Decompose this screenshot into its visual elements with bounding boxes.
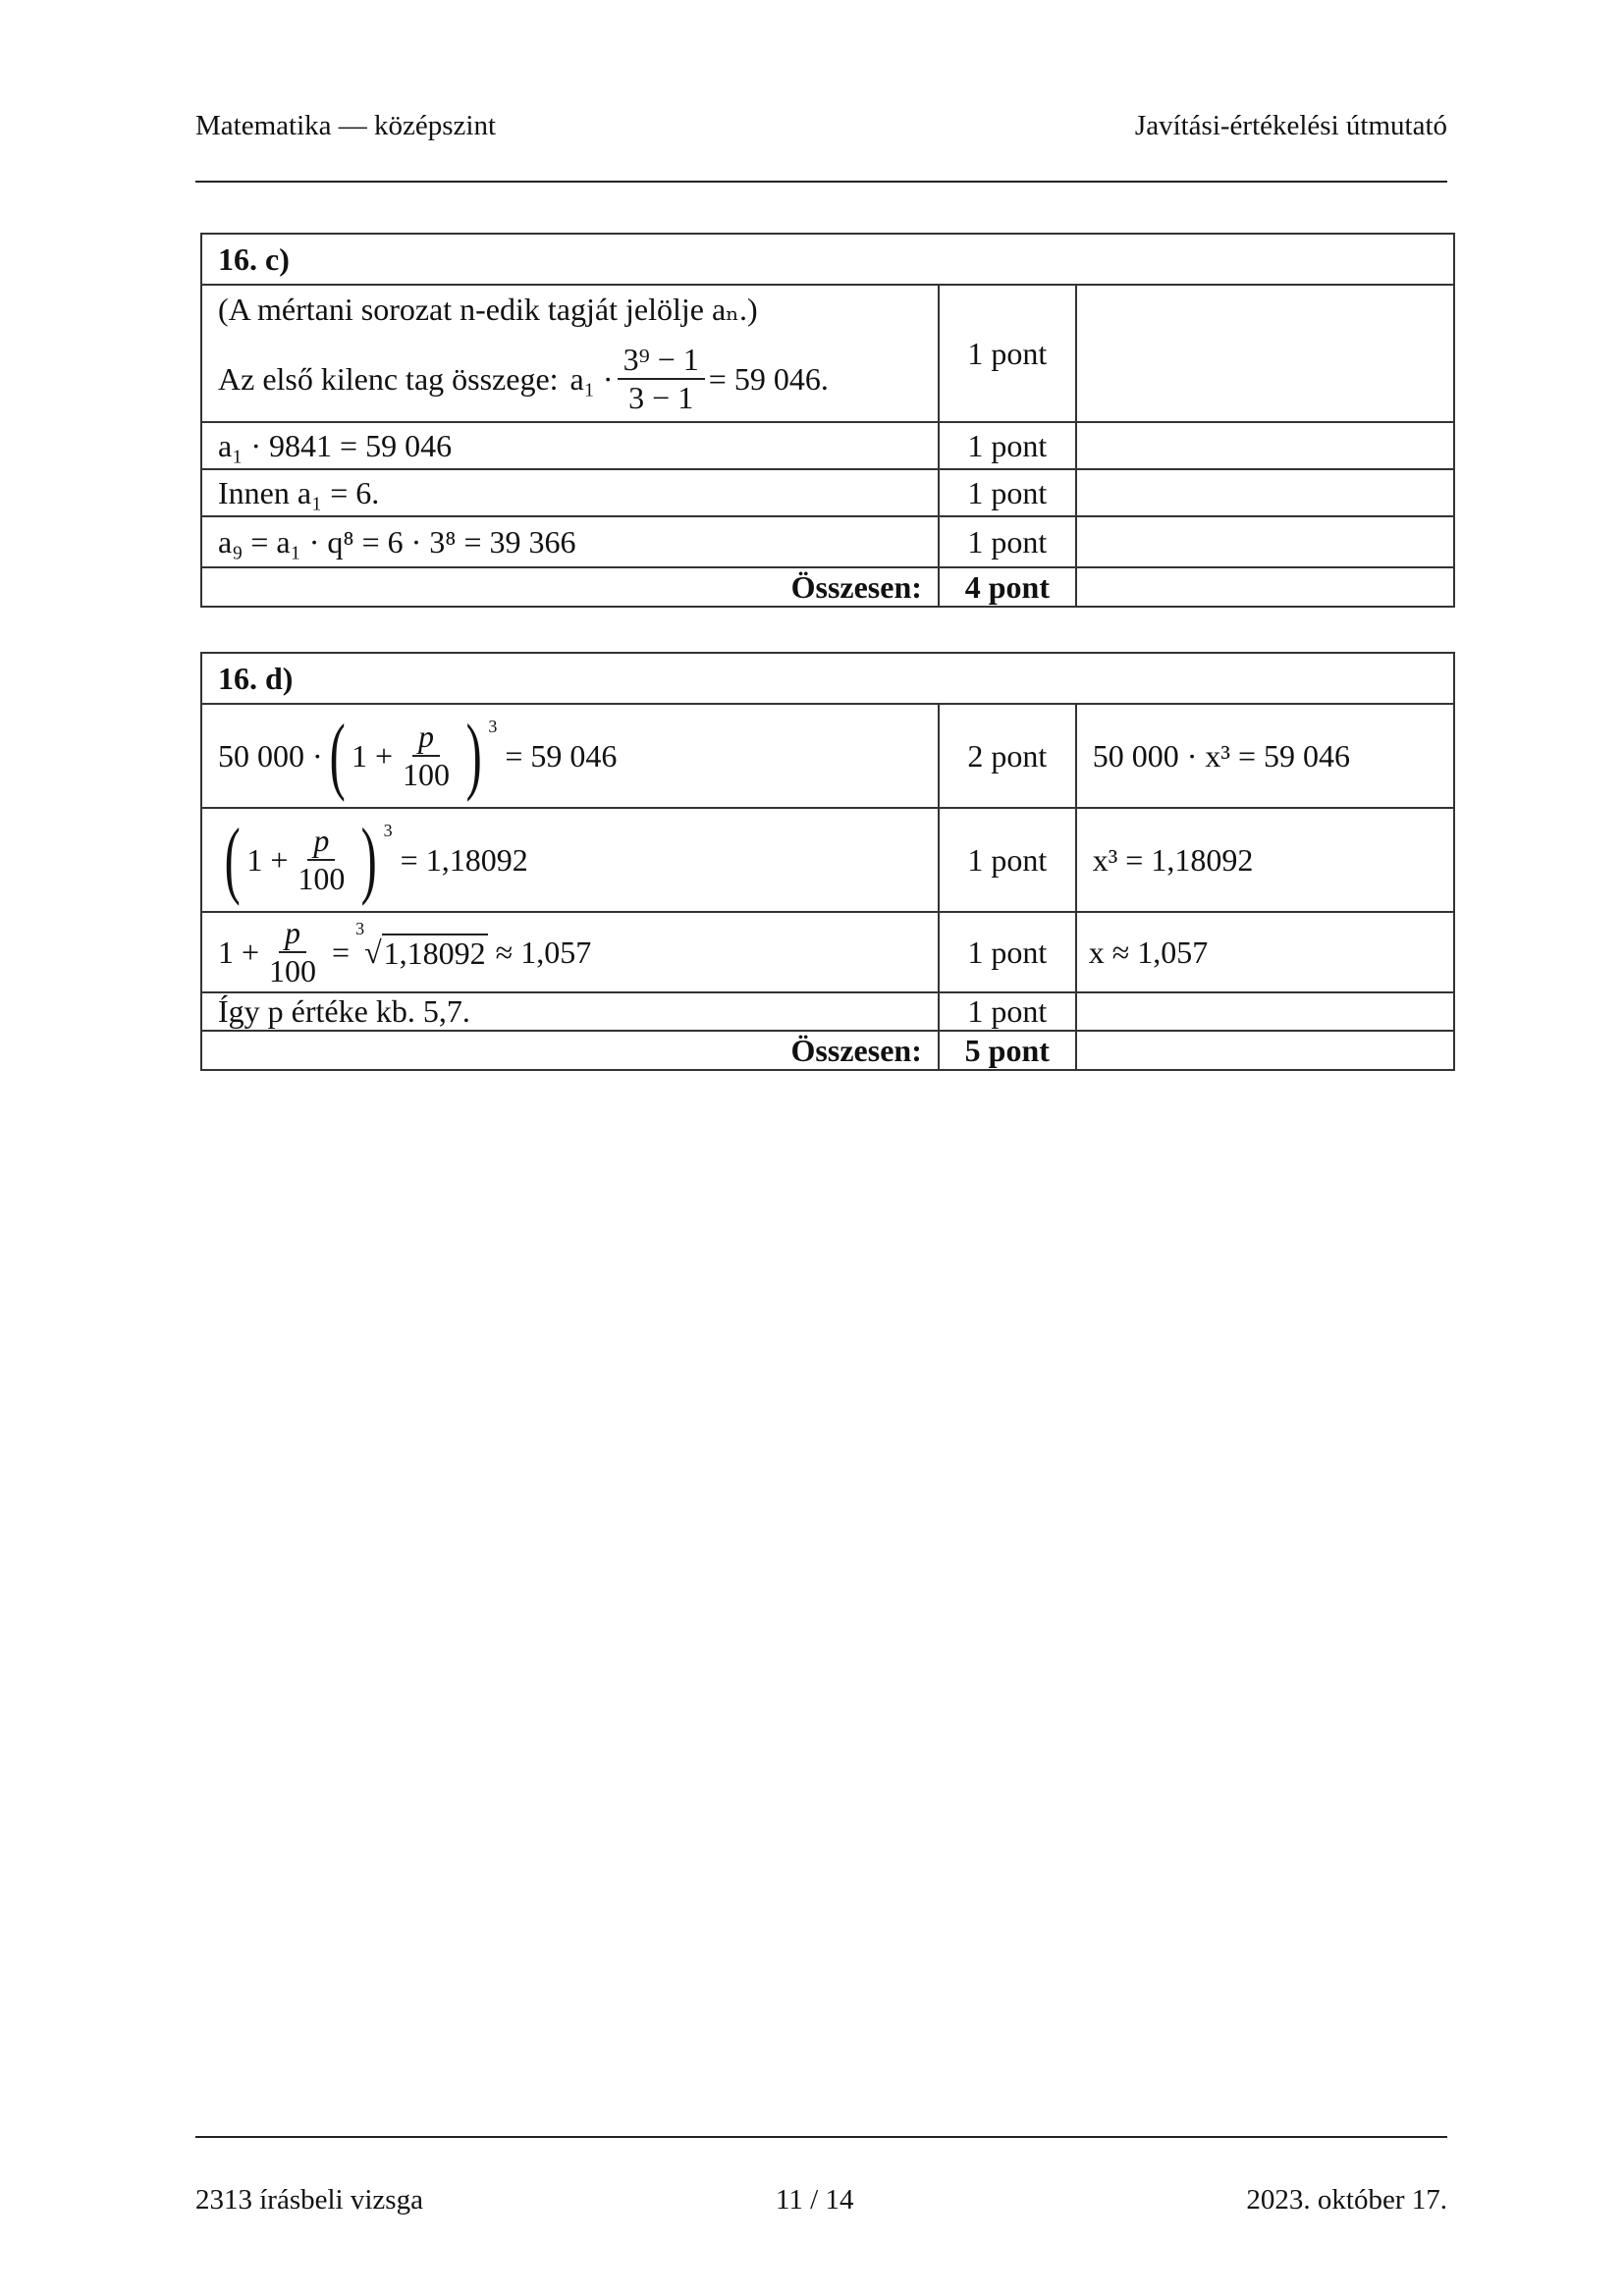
page-number: 11 / 14 [776,2184,854,2216]
eq3-equals: = [332,934,351,970]
eq3-100: 100 [269,953,317,988]
note-cell [1076,469,1454,516]
footer-rule [195,2136,1447,2138]
sum-numerator: 3⁹ − 1 [618,342,705,380]
footer-exam-code: 2313 írásbeli vizsga [195,2184,423,2216]
sum-denominator: 3 − 1 [628,380,694,415]
step-equation-2: ( 1 + $\frac{p}{100}$ ) $^3$ = 1,18092 [201,808,939,912]
eq1-p: p [412,719,440,757]
section-title-16d: 16. d) [201,653,1454,704]
step-text: Innen a₁ = 6. [201,469,939,516]
eq3-p: p [279,915,306,953]
note-cell [1076,422,1454,469]
eq3-root-index: 3 [355,919,365,939]
eq3-radicand: 1,18092 [383,934,486,971]
note-cell [1076,1031,1454,1070]
eq1-lead: 50 000 · [218,737,323,774]
step-conclusion: Így p értéke kb. 5,7. [201,992,939,1031]
eq2-fraction [292,823,351,897]
total-points: 5 pont [939,1031,1076,1070]
points-cell: 1 pont [939,422,1076,469]
header-subject: Matematika — középszint [195,110,497,141]
eq3-one: 1 + [218,934,260,970]
footer-date: 2023. október 17. [1246,2184,1447,2216]
total-points: 4 pont [939,567,1076,607]
sum-result: = 59 046. [708,360,829,397]
eq2-result: = 1,18092 [400,841,528,878]
points-cell: 1 pont [939,516,1076,567]
solution-table-16d [200,652,1455,1071]
section-title-16c: 16. c) [201,234,1454,285]
eq1-result: = 59 046 [505,737,618,774]
eq1-100: 100 [403,757,451,792]
eq3-approx: ≈ 1,057 [495,934,592,970]
eq1-one: 1 + [351,737,394,774]
eq1-fraction [397,719,456,793]
points-cell: 1 pont [939,285,1076,422]
eq3-fraction [263,915,322,989]
points-cell: 1 pont [939,912,1076,992]
total-label: Összesen: [201,1031,939,1070]
eq2-100: 100 [298,861,346,896]
step-text: a₁ · 9841 = 59 046 [201,422,939,469]
note-cell [1076,567,1454,607]
note-cell [1076,516,1454,567]
solution-table-16c [200,233,1455,608]
eq1-exponent: 3 [488,717,498,736]
step-sum-formula [201,285,939,422]
eq2-p: p [307,823,335,861]
intro-text: (A mértani sorozat n-edik tagját jelölje aₙ.) [218,292,758,328]
sum-a1: a₁ · [569,360,614,397]
note-cell [1076,285,1454,422]
sum-label: Az első kilenc tag összege: [218,360,559,397]
step-text: a₉ = a₁ · q⁸ = 6 · 3⁸ = 39 366 [201,516,939,567]
sum-fraction [618,342,705,416]
points-cell: 1 pont [939,469,1076,516]
alt-solution-1: 50 000 · x³ = 59 046 [1076,704,1454,808]
header-rule [195,181,1447,183]
total-label: Összesen: [201,567,939,607]
header-guide-title: Javítási-értékelési útmutató [1134,110,1447,141]
note-cell [1076,992,1454,1031]
eq2-one: 1 + [246,841,289,878]
points-cell: 1 pont [939,992,1076,1031]
step-equation-1: 50 000 · ( 1 + $\frac{p}{100}$ ) $^3$ = 59 046 [201,704,939,808]
points-cell: 2 pont [939,704,1076,808]
alt-solution-3: x ≈ 1,057 [1076,912,1454,992]
step-equation-3: 1 + $\frac{p}{100}$ = $^3$ √ 1,18092 ≈ 1,057 [201,912,939,992]
eq2-exponent: 3 [383,821,393,840]
alt-solution-2: x³ = 1,18092 [1076,808,1454,912]
points-cell: 1 pont [939,808,1076,912]
